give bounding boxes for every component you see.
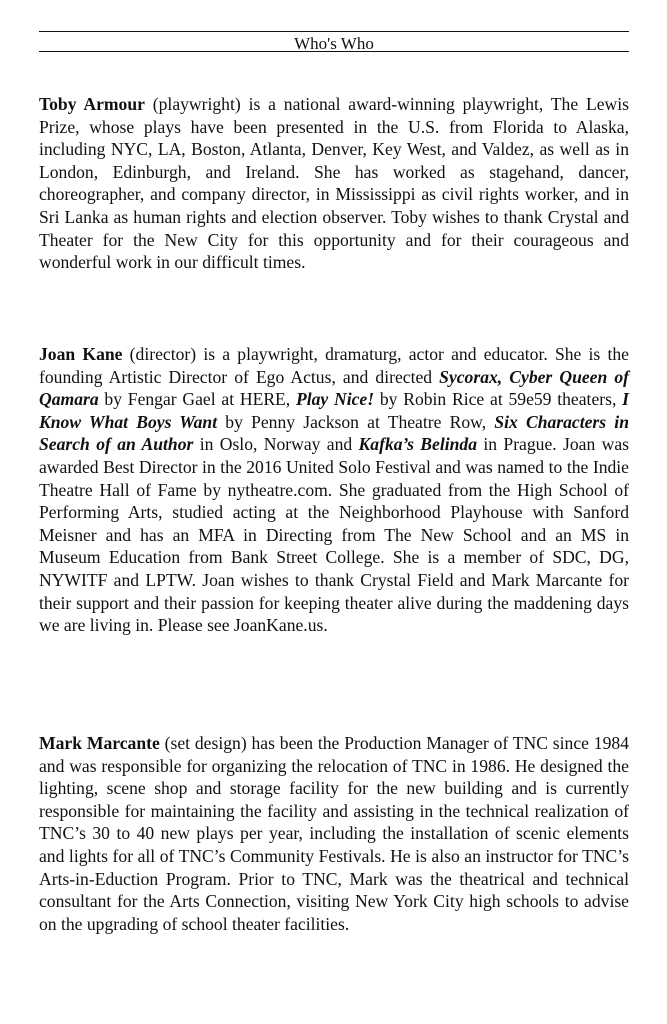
bio-name: Joan Kane xyxy=(39,344,123,364)
section-header xyxy=(39,31,629,52)
bio-text: in Prague. Joan was awarded Best Director in the 2016 United Solo Festival and was named to the Indie Theatre Hall of Fame by nytheatre.com. She graduated from the High School of Performing Arts, studied acting at the Neighborhood Playhouse with Sanford Meisner and has an MFA in Directing from The New School and an MS in Museum Education from Bank Street College. She is a member of SDC, DG, NYWITF and LPTW. Joan wishes to thank Crystal Field and Mark Marcante for their support and their passion for keeping theater alive during the maddening days we are living in. Please see JoanKane.us. xyxy=(39,434,629,636)
bio-toby-armour xyxy=(39,93,629,274)
bio-text: (playwright) is a national award-winning playwright, The Lewis Prize, whose plays have been presented in the U.S. from Florida to Alaska, including NYC, LA, Boston, Atlanta, Denver, Key West, and Valdez, as well as in London, Edinburgh, and Ireland. She has worked as stagehand, dancer, choreographer, and company director, in Mississippi as civil rights worker, and in Sri Lanka as human rights and election observer. Toby wishes to thank Crystal and Theater for the New City for this opportunity and for their courageous and wonderful work in our difficult times. xyxy=(39,94,629,273)
work-title: I Know What Boys Want xyxy=(39,389,629,432)
bio-name: Toby Armour xyxy=(39,94,145,114)
bio-text: by Robin Rice at 59e59 theaters, xyxy=(374,389,623,410)
bio-text: (set design) has been the Production Manager of TNC since 1984 and was responsible for organizing the relocation of TNC in 1986. He designed the lighting, scene shop and storage facility for the new building and is currently responsible for maintaining the facility and assisting in the technical realization of TNC’s 30 to 40 new plays per year, including the installation of scenic elements and lights for all of TNC’s Community Festivals. He is also an instructor for TNC’s Arts-in-Eduction Program. Prior to TNC, Mark was the theatrical and technical consultant for the Arts Connection, visiting New York City high schools to advise on the upgrading of school theater facilities. xyxy=(39,733,629,934)
work-title: Six Characters in Search of an Author xyxy=(39,411,629,455)
bio-text: by Penny Jackson at Theatre Row, xyxy=(217,411,495,432)
program-page xyxy=(39,31,629,934)
bio-text: by Fengar Gael at HERE, xyxy=(98,389,296,410)
bio-joan-kane xyxy=(39,343,629,637)
work-title: Sycorax, Cyber Queen of Qamara xyxy=(39,366,629,410)
work-title: Kafka’s Belinda xyxy=(358,434,477,455)
bio-name: Mark Marcante xyxy=(39,733,160,753)
bio-text: (director) is a playwright, dramaturg, actor and educator. She is the founding Artistic Director of Ego Actus, and directed xyxy=(39,344,629,387)
section-title: Who's Who xyxy=(294,34,374,53)
bio-mark-marcante xyxy=(39,732,629,935)
work-title: Play Nice! xyxy=(295,389,375,410)
bio-text: in Oslo, Norway and xyxy=(193,434,359,455)
